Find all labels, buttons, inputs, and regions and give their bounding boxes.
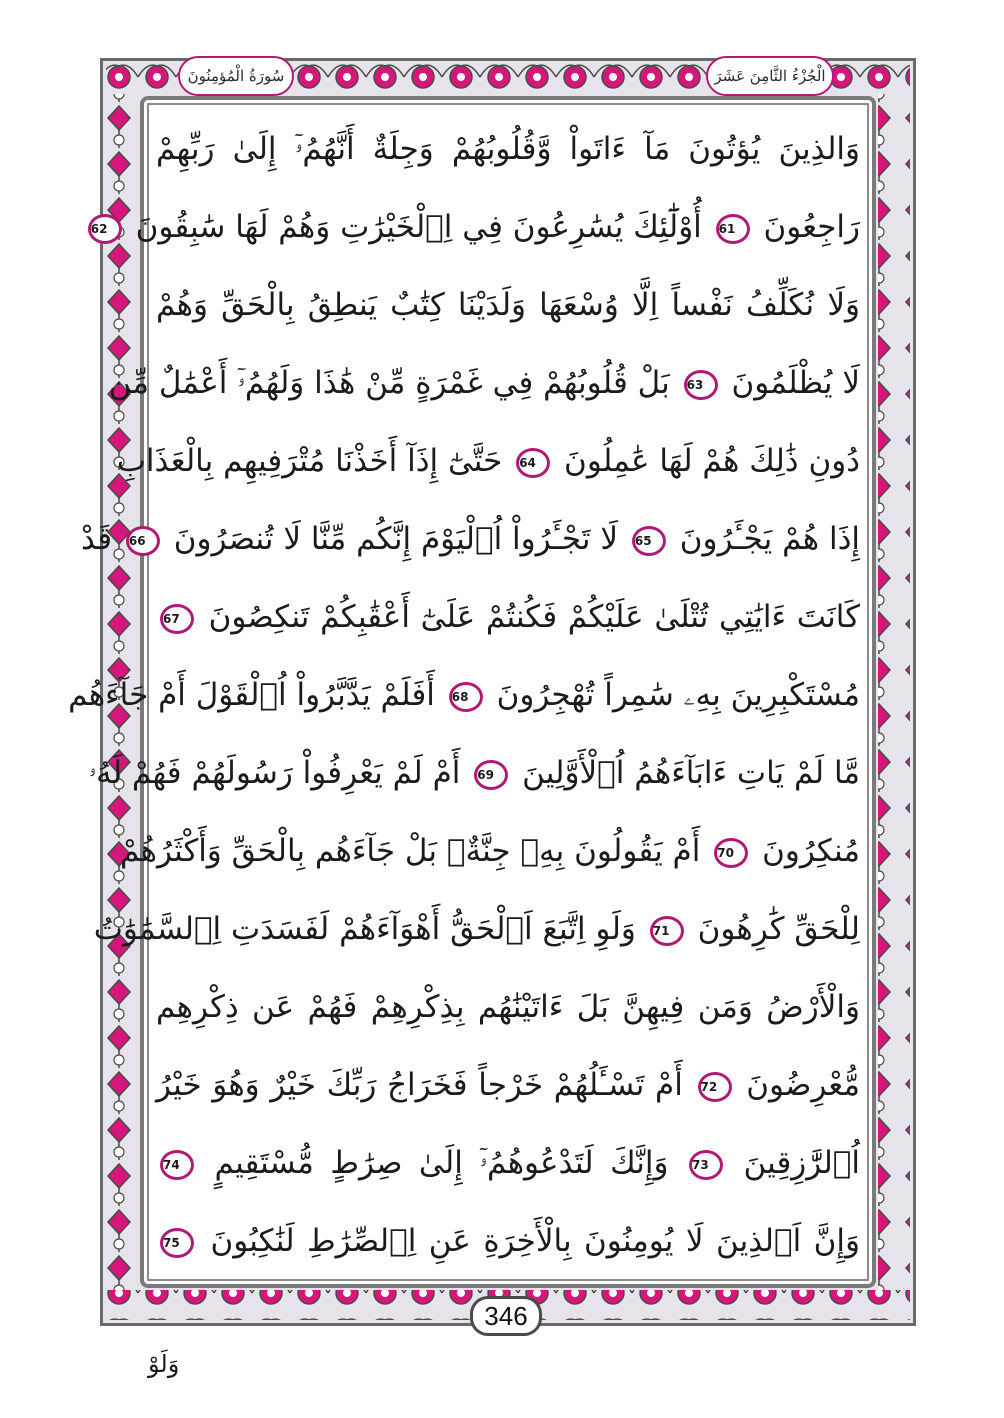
verse-text: مُنكِرُونَ xyxy=(762,833,860,869)
verse-number-marker: 61 xyxy=(716,214,750,244)
verse-text: لَا تَجْـَٔرُواْ اُ۬لْيَوْمَ إِنَّكُم مِّنَّا لَا تُنصَرُونَ xyxy=(173,521,618,557)
verse-text: وَلَوِ اِتَّبَعَ اَ۬لْحَقُّ أَهْوَآءَهُمْ لَفَسَدَتِ اِ۬لسَّمَٰوَٰتُ xyxy=(93,911,636,947)
verse-number-marker: 64 xyxy=(516,448,550,478)
text-line xyxy=(116,422,860,500)
verse-text: أَفَلَمْ يَدَّبَّرُواْ اُ۬لْقَوْلَ أَمْ جَآءَهُم xyxy=(68,677,435,713)
text-line xyxy=(108,344,860,422)
text-line xyxy=(68,656,860,734)
text-line xyxy=(80,500,860,578)
verse-text: إِذَا هُمْ يَجْـَٔرُونَ xyxy=(679,521,860,557)
verse-text: حَتَّىٰٓ إِذَآ أَخَذْنَا مُتْرَفِيهِم بِالْعَذَابِ xyxy=(116,443,503,479)
verse-text: وَالذِينَ يُؤتُونَ مَآ ءَاتَواْ وَّقُلُوبُهُمْ وَجِلَةٌ أَنَّهُمُۥٓ إِلَىٰ رَبِّهِمْ xyxy=(156,131,860,167)
verse-text: لَا يُظْلَمُونَ xyxy=(731,365,860,401)
quran-text-body xyxy=(68,110,861,1280)
verse-text: بَلْ قُلُوبُهُمْ فِي غَمْرَةٍ مِّنْ هَٰذَا وَلَهُمُۥٓ أَعْمَٰلٌ مِّن xyxy=(108,365,670,401)
text-line xyxy=(120,812,860,890)
text-line xyxy=(156,266,860,344)
text-line xyxy=(156,1202,860,1280)
verse-text: اُ۬لرَّٰزِقِينَ xyxy=(743,1145,861,1181)
verse-number-marker: 73 xyxy=(689,1150,723,1180)
verse-text: وَالْأَرْضُ وَمَن فِيهِنَّ بَلَ ءَاتَيْنَٰهُم بِذِكْرِهِمْ فَهُمْ عَن ذِكْرِهِم xyxy=(156,989,860,1025)
verse-text: أَمْ لَمْ يَعْرِفُواْ رَسُولَهُمْ فَهُمْ لَهُۥ xyxy=(88,755,461,791)
verse-text: قَدْ xyxy=(80,521,113,557)
juz-name-label: الْجُزْءُ الثَّامِنَ عَشَرَ xyxy=(706,56,834,96)
verse-text: لِلْحَقِّ كَٰرِهُونَ xyxy=(697,911,860,947)
verse-text: رَاجِعُونَ xyxy=(763,209,860,245)
text-line xyxy=(93,890,860,968)
verse-number-marker: 69 xyxy=(474,760,508,790)
verse-text: وَلَا نُكَلِّفُ نَفْساً اِلَّا وُسْعَهَا وَلَدَيْنَا كِتَٰبٌ يَنطِقُ بِالْحَقِّ وَهُمْ xyxy=(156,287,860,323)
page-number: 346 xyxy=(470,1296,542,1336)
verse-text: كَانَتَ ءَايَٰتِي تُتْلَىٰ عَلَيْكُمْ فَكُنتُمْ عَلَىٰٓ أَعْقَٰبِكُمْ تَنكِصُونَ xyxy=(208,599,860,635)
catchword: وَلَوْ xyxy=(148,1350,180,1378)
text-line xyxy=(156,1046,860,1124)
verse-number-marker: 74 xyxy=(160,1150,194,1180)
text-line xyxy=(156,1124,860,1202)
text-line xyxy=(156,968,860,1046)
verse-text: وَإِنَّكَ لَتَدْعُوهُمُۥٓ إِلَىٰ صِرَٰطٍ مُّسْتَقِيمٍ xyxy=(214,1145,669,1181)
text-line xyxy=(90,188,860,266)
verse-number-marker: 63 xyxy=(684,370,718,400)
verse-text: أُوْلَٰٓئِكَ يُسَٰرِعُونَ فِي اِ۬لْخَيْرَٰتِ وَهُمْ لَهَا سَٰبِقُونَ xyxy=(135,209,702,245)
verse-number-marker: 65 xyxy=(632,526,666,556)
verse-text: دُونِ ذَٰلِكَ هُمْ لَهَا عَٰمِلُونَ xyxy=(564,443,860,479)
verse-text: مُسْتَكْبِرِينَ بِهِۦ سَٰمِراً تُهْجِرُونَ xyxy=(496,677,860,713)
verse-text: أَمْ تَسْـَٔلُهُمْ خَرْجاً فَخَرَاجُ رَبِّكَ خَيْرٌ وَهُوَ خَيْرُ xyxy=(156,1067,683,1103)
text-line xyxy=(88,734,860,812)
verse-number-marker: 67 xyxy=(160,604,194,634)
verse-number-marker: 72 xyxy=(698,1072,732,1102)
text-line xyxy=(156,578,860,656)
verse-number-marker: 68 xyxy=(449,682,483,712)
verse-number-marker: 66 xyxy=(126,526,160,556)
surah-name-label: سُورَةُ الْمُؤمِنُونَ xyxy=(178,56,294,96)
verse-text: وَإِنَّ اَ۬لذِينَ لَا يُومِنُونَ بِالْأَخِرَةِ عَنِ اِ۬لصِّرَٰطِ لَنَٰكِبُونَ xyxy=(210,1223,860,1259)
verse-number-marker: 62 xyxy=(88,214,122,244)
text-line xyxy=(156,110,860,188)
verse-text: مَّا لَمْ يَاتِ ءَابَآءَهُمُ اُ۬لْأَوَّلِينَ xyxy=(522,755,860,791)
verse-text: أَمْ يَقُولُونَ بِهِۦ جِنَّةٌۢ بَلْ جَآءَهُم بِالْحَقِّ وَأَكْثَرُهُمْ xyxy=(120,833,701,869)
verse-number-marker: 70 xyxy=(714,838,748,868)
verse-number-marker: 75 xyxy=(160,1228,194,1258)
verse-text: مُّعْرِضُونَ xyxy=(746,1067,860,1103)
verse-number-marker: 71 xyxy=(650,916,684,946)
